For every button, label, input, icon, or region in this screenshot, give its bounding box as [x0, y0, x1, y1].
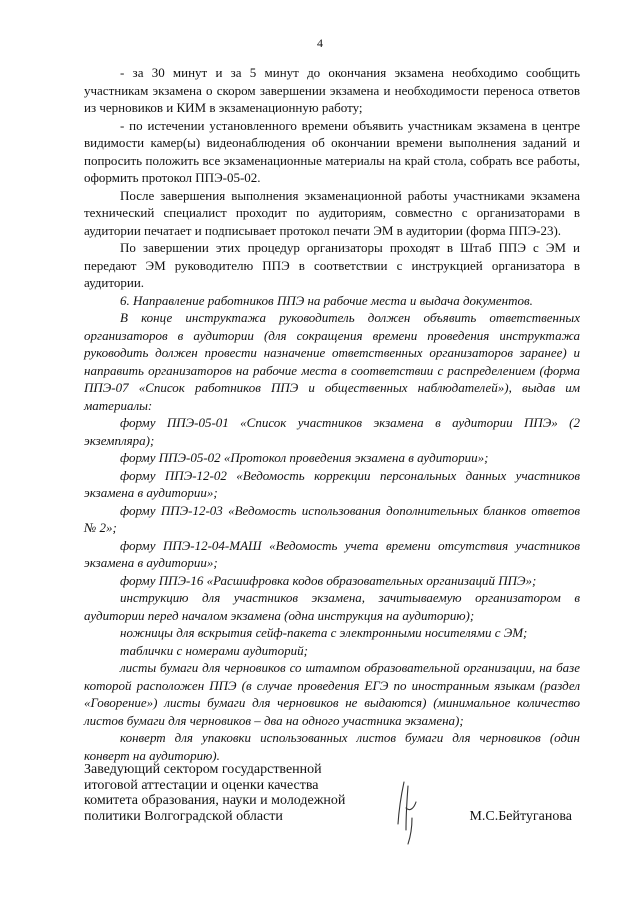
signatory-name: М.С.Бейтуганова: [469, 809, 572, 824]
list-item-form-12-04: форму ППЭ-12-04-МАШ «Ведомость учета времени отсутствия участников экзамена в аудитории»;: [84, 537, 580, 570]
list-item-scissors: ножницы для вскрытия сейф-пакета с электронными носителями с ЭМ;: [120, 625, 528, 640]
page-number: 4: [317, 36, 323, 50]
signatory-position-line: итоговой аттестации и оценки качества: [84, 777, 319, 793]
signatory-position: [84, 762, 364, 824]
paragraph-materials-handover: По завершении этих процедур организаторы проходят в Штаб ППЭ с ЭМ и передают ЭМ руководителю ППЭ в соответствии с инструкцией организатора в аудитории.: [84, 240, 580, 290]
signatory-position-line: политики Волгоградской области: [84, 808, 283, 824]
paragraph-tech-specialist: После завершения выполнения экзаменационной работы участниками экзамена технический специалист проходит по аудиториям, совместно с организаторами в аудитории печатает и подписывает протокол печати ЭМ в аудитории (форма ППЭ-23).: [84, 187, 580, 238]
list-item-form-05-02: форму ППЭ-05-02 «Протокол проведения экзамена в аудитории»;: [120, 450, 489, 465]
document-body: [84, 64, 580, 764]
paragraph-exam-end-announcement: - по истечении установленного времени объявить участникам экзамена в центре видимости камер(ы) видеонаблюдения об окончании времени выполнения заданий и попросить положить все экзаменационные материалы на край стола, собрать все работы, оформить протокол ППЭ-05-02.: [84, 117, 580, 185]
signature-block: [84, 762, 580, 852]
list-item-draft-sheets: листы бумаги для черновиков со штампом образовательной организации, на базе которой расположен ППЭ (в случае проведения ЕГЭ по иностранным языкам (раздел «Говорение») листы бумаги для черновиков не выдаются) (минимальное количество листов бумаги для черновиков – два на одного участника экзамена);: [84, 660, 580, 728]
paragraph-instruction-end: В конце инструктажа руководитель должен объявить ответственных организаторов в аудитории (для сокращения времени проведения инструктажа руководить должен провести назначение ответственных организаторов заранее) и направить организаторов на рабочие места в соответствии с распределением (форма ППЭ-07 «Список работников ППЭ и общественных наблюдателей»), выдав им материалы:: [84, 310, 580, 413]
section-heading-6: 6. Направление работников ППЭ на рабочие места и выдача документов.: [120, 292, 533, 308]
list-item-signs: таблички с номерами аудиторий;: [120, 642, 308, 658]
list-item-form-16: форму ППЭ-16 «Расшифровка кодов образовательных организаций ППЭ»;: [120, 572, 537, 588]
list-item-envelope: конверт для упаковки использованных листов бумаги для черновиков (один конверт на аудиторию).: [84, 730, 580, 763]
handwritten-signature: [390, 778, 424, 848]
list-item-form-05-01: форму ППЭ-05-01 «Список участников экзамена в аудитории ППЭ» (2 экземпляра);: [84, 415, 580, 448]
signatory-position-line: комитета образования, науки и молодежной: [84, 793, 346, 808]
paragraph-exam-time-warning: - за 30 минут и за 5 минут до окончания экзамена необходимо сообщить участникам экзамена о скором завершении экзамена и необходимости переноса ответов из черновиков и КИМ в экзаменационную работу;: [84, 65, 580, 115]
list-item-instruction: инструкцию для участников экзамена, зачитываемую организатором в аудитории перед началом экзамена (одна инструкция на аудиторию);: [84, 590, 580, 623]
list-item-form-12-03: форму ППЭ-12-03 «Ведомость использования дополнительных бланков ответов № 2»;: [84, 502, 580, 535]
signatory-position-line: Заведующий сектором государственной: [84, 762, 322, 777]
list-item-form-12-02: форму ППЭ-12-02 «Ведомость коррекции персональных данных участников экзамена в аудитории»;: [84, 467, 580, 500]
